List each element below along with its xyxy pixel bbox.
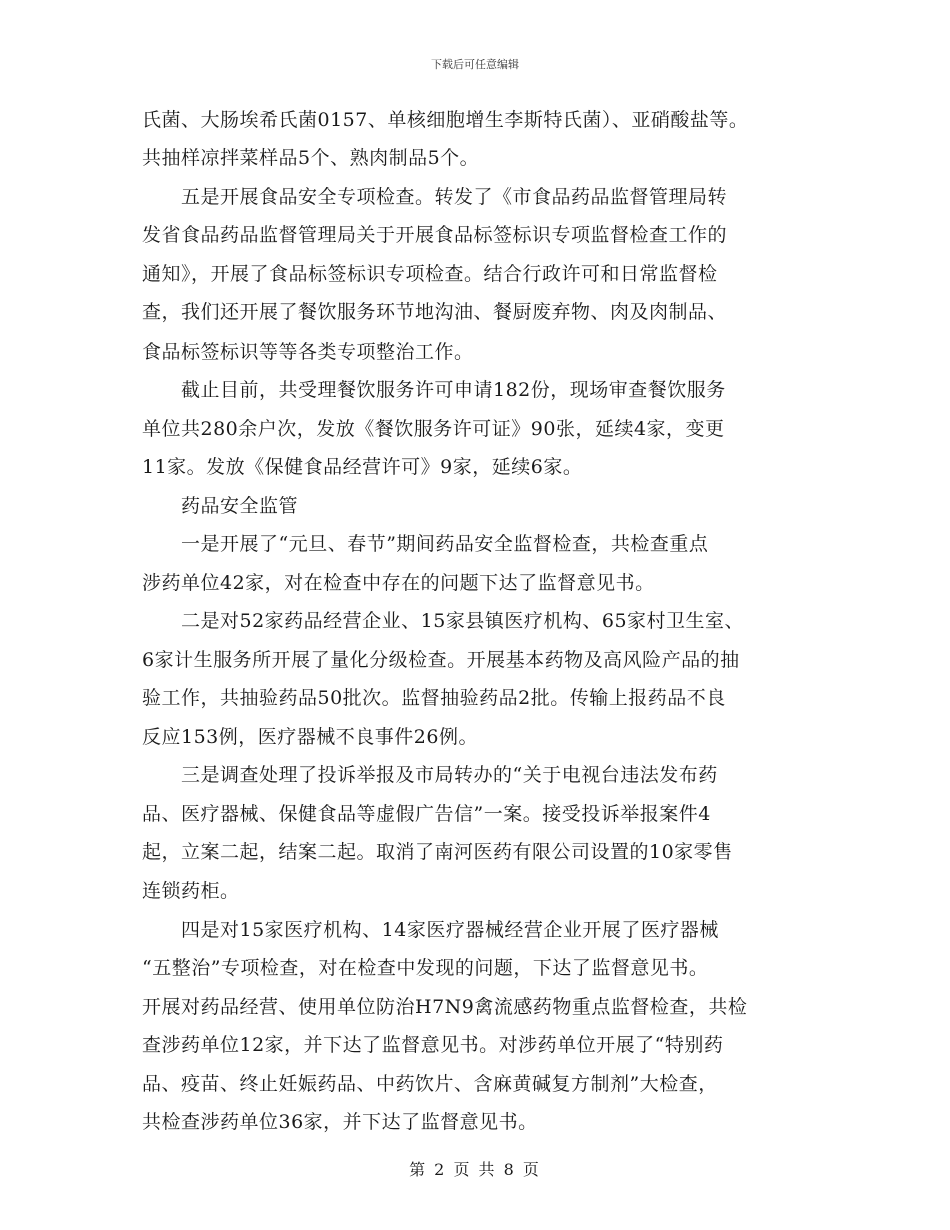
text-line: 反应153例，医疗器械不良事件26例。	[142, 726, 478, 748]
footer-prefix: 第	[409, 1160, 428, 1179]
text-line: 四是对15家医疗机构、14家医疗器械经营企业开展了医疗器械	[142, 919, 719, 941]
text-line: 单位共280余户次，发放《餐饮服务许可证》90张，延续4家，变更	[142, 418, 725, 440]
text-line: 品、医疗器械、保健食品等虚假广告信”一案。接受投诉举报案件4	[142, 803, 711, 825]
text-line: 氏菌、大肠埃希氏菌0157、单核细胞增生李斯特氏菌）、亚硝酸盐等。	[142, 109, 749, 131]
text-line: 截止目前，共受理餐饮服务许可申请182份，现场审查餐饮服务	[142, 379, 726, 401]
text-line: 验工作，共抽验药品50批次。监督抽验药品2批。传输上报药品不良	[142, 687, 726, 709]
text-line: 查涉药单位12家，并下达了监督意见书。对涉药单位开展了“特别药	[142, 1034, 724, 1056]
text-line: 共抽样凉拌菜样品5个、熟肉制品5个。	[142, 147, 480, 169]
text-line: 药品安全监管	[142, 495, 299, 517]
text-line: 通知》，开展了食品标签标识专项检查。结合行政许可和日常监督检	[142, 263, 718, 285]
footer-page-number: 2	[434, 1160, 447, 1179]
footer-suffix: 页	[522, 1160, 541, 1179]
footer-total-pages: 8	[503, 1160, 516, 1179]
text-line: 6家计生服务所开展了量化分级检查。开展基本药物及高风险产品的抽	[142, 649, 740, 671]
text-line: 连锁药柜。	[142, 880, 240, 902]
text-line: 11家。发放《保健食品经营许可》9家，延续6家。	[142, 456, 583, 478]
footer-mid: 页 共	[453, 1160, 497, 1179]
text-line: 发省食品药品监督管理局关于开展食品标签标识专项监督检查工作的	[142, 224, 728, 246]
text-line: 食品标签标识等等各类专项整治工作。	[142, 341, 474, 363]
text-line: 查，我们还开展了餐饮服务环节地沟油、餐厨废弃物、肉及肉制品、	[142, 301, 728, 323]
text-line: 三是调查处理了投诉举报及市局转办的“关于电视台违法发布药	[142, 764, 718, 786]
text-line: 开展对药品经营、使用单位防治H7N9禽流感药物重点监督检查，共检	[142, 996, 748, 1018]
text-line: 一是开展了“元旦、春节”期间药品安全监督检查，共检查重点	[142, 533, 709, 555]
text-line: 五是开展食品安全专项检查。转发了《市食品药品监督管理局转	[142, 186, 728, 208]
text-line: 二是对52家药品经营企业、15家县镇医疗机构、65家村卫生室、	[142, 610, 745, 632]
page-footer	[0, 1157, 950, 1180]
text-line: 涉药单位42家，对在检查中存在的问题下达了监督意见书。	[142, 572, 655, 594]
text-line: 起，立案二起，结案二起。取消了南河医药有限公司设置的10家零售	[142, 841, 733, 863]
page-header: 下载后可任意编辑	[431, 58, 519, 71]
text-line: 品、疫苗、终止妊娠药品、中药饮片、含麻黄碱复方制剂”大检查，	[142, 1073, 718, 1095]
text-line: 共检查涉药单位36家，并下达了监督意见书。	[142, 1111, 538, 1133]
text-line: “五整治”专项检查，对在检查中发现的问题，下达了监督意见书。	[142, 957, 709, 979]
